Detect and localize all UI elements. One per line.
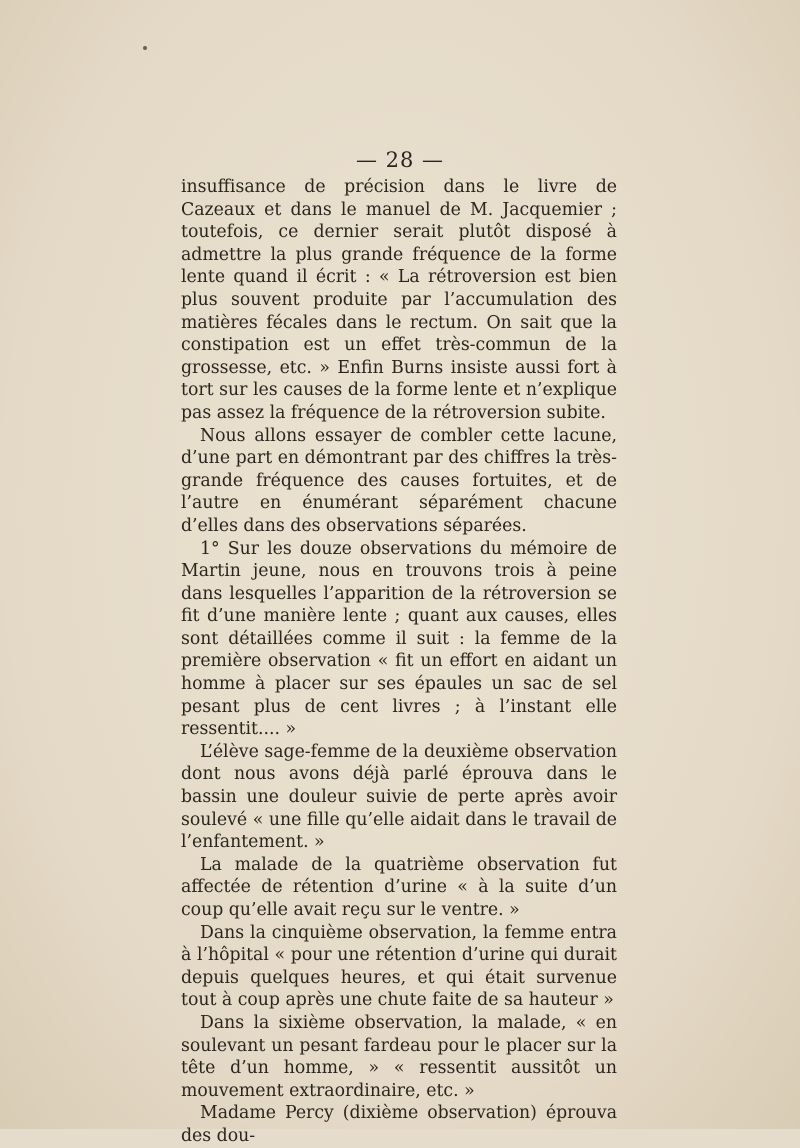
- page-number: — 28 —: [355, 148, 445, 172]
- body-text: [181, 176, 617, 1148]
- paragraph-6: Dans la cinquième observation, la femme entra à l’hôpital « pour une rétention d’urine qui durait depuis quelques heures, et qui était survenue tout à coup après une chute faite de sa hauteur »: [181, 922, 617, 1011]
- paragraph-4: L’élève sage-femme de la deuxième observation dont nous avons déjà parlé éprouva dans le bassin une douleur suivie de perte après avoir soulevé « une fille qu’elle aidait dans le travail de l’enfantement. »: [181, 741, 617, 853]
- paragraph-8: Madame Percy (dixième observation) éprouva des dou-: [181, 1103, 617, 1146]
- paragraph-5: La malade de la quatrième observation fut affectée de rétention d’urine « à la suite d’un coup qu’elle avait reçu sur le ventre. »: [181, 854, 617, 920]
- paragraph-2: Nous allons essayer de combler cette lacune, d’une part en démontrant par des chiffres la très-grande fréquence des causes fortuites, et de l’autre en énumérant séparément chacune d’elles dans des observations séparées.: [181, 425, 617, 536]
- paragraph-7: Dans la sixième observation, la malade, « en soulevant un pesant fardeau pour le placer sur la tête d’un homme, » « ressentit aussitôt un mouvement extraordinaire, etc. »: [181, 1012, 617, 1101]
- paragraph-3: 1° Sur les douze observations du mémoire de Martin jeune, nous en trouvons trois à peine dans lesquelles l’apparition de la rétroversion se fit d’une manière lente ; quant aux causes, elles sont détaillées comme il suit : la femme de la première observation « fit un effort en aidant un homme à placer sur ses épaules un sac de sel pesant plus de cent livres ; à l’instant elle ressentit.... »: [181, 538, 617, 740]
- paragraph-1: insuffisance de précision dans le livre de Cazeaux et dans le manuel de M. Jacquemier ; toutefois, ce dernier serait plutôt disposé à admettre la plus grande fréquence de la forme lente quand il écrit : « La rétroversion est bien plus souvent produite par l’accumulation des matières fécales dans le rectum. On sait que la constipation est un effet très-commun de la grossesse, etc. » Enfin Burns insiste aussi fort à tort sur les causes de la forme lente et n’explique pas assez la fréquence de la rétroversion subite.: [181, 177, 617, 423]
- ink-speck: [143, 46, 147, 50]
